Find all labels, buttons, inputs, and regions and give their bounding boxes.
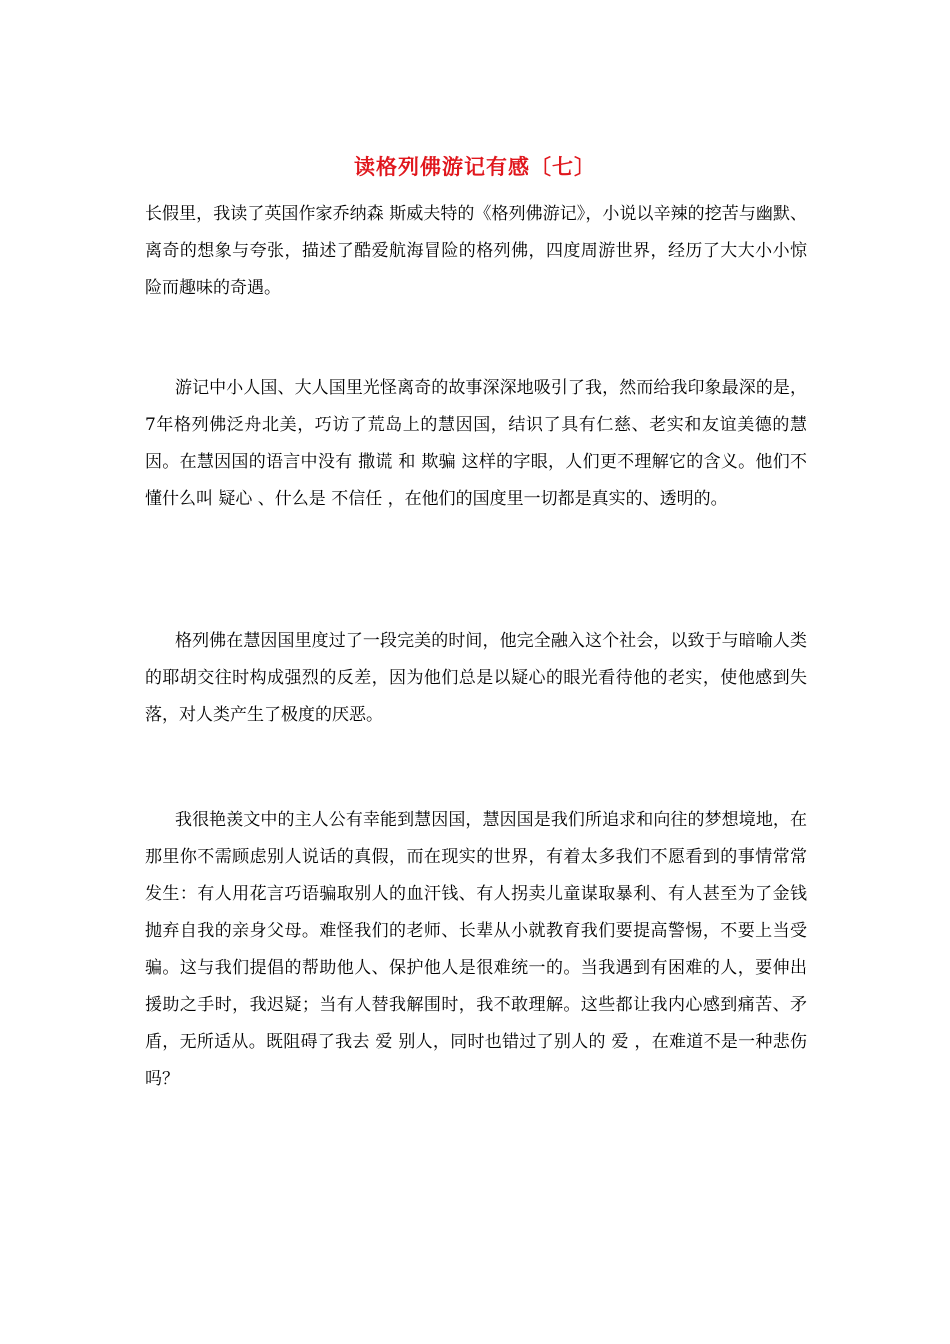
paragraph-2: 游记中小人国、大人国里光怪离奇的故事深深地吸引了我，然而给我印象最深的是，7年格列佛泛舟北美，巧访了荒岛上的慧因国，结识了具有仁慈、老实和友谊美德的慧因。在慧因国的语言中没有 撒谎 和 欺骗 这样的字眼，人们更不理解它的含义。他们不懂什么叫 疑心 、什么是 不信任 ，在他们的国度里一切都是真实的、透明的。	[145, 378, 807, 509]
paragraph-3: 格列佛在慧因国里度过了一段完美的时间，他完全融入这个社会，以致于与暗喻人类的耶胡交往时构成强烈的反差，因为他们总是以疑心的眼光看待他的老实，使他感到失落，对人类产生了极度的厌恶。	[145, 631, 807, 725]
document-title: 读格列佛游记有感〔七〕	[354, 154, 596, 179]
paragraph-4: 我很艳羡文中的主人公有幸能到慧因国，慧因国是我们所追求和向往的梦想境地，在那里你不需顾虑别人说话的真假，而在现实的世界，有着太多我们不愿看到的事情常常发生：有人用花言巧语骗取别人的血汗钱、有人拐卖儿童谋取暴利、有人甚至为了金钱抛弃自我的亲身父母。难怪我们的老师、长辈从小就教育我们要提高警惕，不要上当受骗。这与我们提倡的帮助他人、保护他人是很难统一的。当我遇到有困难的人，要伸出援助之手时，我迟疑；当有人替我解围时，我不敢理解。这些都让我内心感到痛苦、矛盾，无所适从。既阻碍了我去 爱 别人，同时也错过了别人的 爱 ，在难道不是一种悲伤吗？	[145, 810, 807, 1089]
paragraph-1: 长假里，我读了英国作家乔纳森 斯威夫特的《格列佛游记》，小说以辛辣的挖苦与幽默、离奇的想象与夸张，描述了酷爱航海冒险的格列佛，四度周游世界，经历了大大小小惊险而趣味的奇遇。	[145, 204, 807, 298]
